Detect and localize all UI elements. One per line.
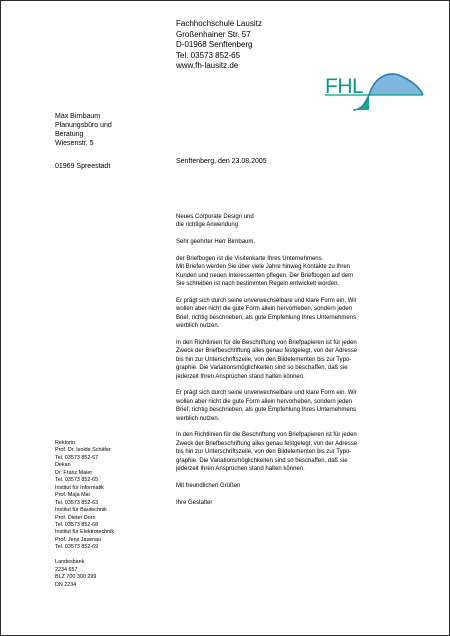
paragraph — [176, 339, 416, 381]
paragraph-line: bis hin zur Unterschriftszeile, von den Bildelementen bis zur Typo- — [176, 356, 352, 363]
paragraph-line: graphie. Die Variationsmöglichkeiten sind so beschaffen, daß sie — [176, 457, 348, 464]
recipient-line: Planungsbüro und — [55, 122, 112, 129]
paragraph — [176, 389, 416, 423]
sender-line: Großenhainer Str. 57 — [176, 29, 251, 39]
letter-body — [176, 213, 416, 515]
sender-address — [176, 19, 262, 72]
paragraph-line: Kunden und neuen Interessenten pflegen. Der Briefbogen auf dem — [176, 272, 354, 279]
footer-line: Tel. 03573 852-67 — [55, 454, 99, 461]
footer-line: Prof. Dieter Dorn — [55, 514, 96, 521]
footer-line: Prof. Maja Mai — [55, 492, 90, 499]
sender-line: Tel. 03573 852-65 — [176, 50, 241, 60]
paragraph-line: Zweck der Briefbeschriftung alles genau festgelegt, von der Adresse — [176, 348, 358, 355]
paragraph — [176, 297, 416, 331]
paragraph — [176, 255, 416, 289]
paragraph-line: jederzeit Ihren Ansprüchen stand halten können. — [176, 373, 305, 380]
recipient-line: Max Birnbaum — [55, 113, 101, 120]
footer-line: Institut für Elektrotechnik — [55, 529, 115, 536]
footer-line: Rektorin — [55, 440, 76, 446]
sender-line: D-01968 Senftenberg — [176, 40, 253, 49]
paragraph — [176, 431, 416, 473]
footer-line: Institut für Bautechnik — [55, 507, 107, 514]
footer-line: Prof. Jens Jasenau — [55, 536, 102, 543]
subject-line: die richtige Anwendung — [176, 222, 239, 229]
subject-line: Neues Corporate Design und — [176, 214, 254, 220]
paragraph-line: Er prägt sich durch seine unverwechselbare und klare Form ein. Wir — [176, 298, 357, 305]
footer-line: Tel. 03573 852-65 — [55, 477, 99, 484]
paragraph-line: Mit Briefen werden Sie über viele Jahre hinweg Kontakte zu Ihren — [176, 264, 351, 271]
paragraph-line: der Briefbogen ist die Visitenkarte Ihres Unternehmens. — [176, 256, 324, 262]
recipient-city: 01969 Spreestadt — [55, 163, 111, 170]
paragraph-line: wollen aber nicht die gute Form allein hervorheben, sondern jeden — [176, 398, 353, 405]
footer-line: Dekan — [55, 462, 71, 469]
recipient-line: Beratung — [55, 131, 84, 138]
letter-closing — [176, 482, 416, 490]
paragraph-line: werblich nutzen. — [176, 323, 220, 330]
footer-gap — [55, 552, 114, 559]
footer-line: Tel. 03573 852-63 — [55, 499, 99, 506]
closing-text: Mit freundlichen Grüßen — [176, 482, 241, 489]
bank-line: Landesbank — [55, 559, 85, 566]
logo-text: FHL — [325, 75, 364, 98]
paragraph-line: Sie schreiben ist nach bestimmten Regeln entwickelt worden. — [176, 281, 340, 288]
salutation-text: Sehr geehrter Herr Birnbaum, — [176, 239, 256, 246]
paragraph-line: werblich nutzen. — [176, 415, 220, 422]
paragraph-line: graphie. Die Variationsmöglichkeiten sind so beschaffen, daß sie — [176, 365, 348, 372]
paragraph-line: Zweck der Briefbeschriftung alles genau festgelegt, von der Adresse — [176, 440, 358, 447]
paragraph-line: bis hin zur Unterschriftszeile, von den Bildelementen bis zur Typo- — [176, 449, 352, 456]
letter-subject — [176, 213, 416, 230]
paragraph-line: In den Richtlinien für die Beschriftung von Briefpapieren ist für jeden — [176, 432, 357, 439]
fhl-logo — [323, 72, 425, 118]
sender-website: www.fh-lausitz.de — [176, 61, 239, 70]
recipient-line: Wiesenstr. 5 — [55, 140, 94, 147]
recipient-address — [55, 112, 112, 171]
paragraph-line: Brief, richtig beschrieben, als gute Empfehlung Ihres Unternehmens — [176, 314, 357, 321]
footer-line: Prof. Dr. Isolde Schäfer — [55, 447, 111, 454]
letter-signature — [176, 499, 416, 507]
footer-line: Tel. 03573 852-69 — [55, 544, 99, 551]
bank-line: BLZ 700 300 299 — [55, 574, 97, 581]
paragraph-line: wollen aber nicht die gute Form allein hervorheben, sondern jeden — [176, 306, 353, 313]
footer-contacts — [55, 440, 114, 589]
paragraph-line: In den Richtlinien für die Beschriftung von Briefpapieren ist für jeden — [176, 340, 357, 347]
letter-salutation — [176, 238, 416, 246]
bank-line: 2234 657 — [55, 566, 78, 573]
letter-date: Senftenberg, den 23.08.2005 — [176, 158, 267, 165]
paragraph-line: Brief, richtig beschrieben, als gute Empfehlung Ihres Unternehmens — [176, 407, 357, 414]
footer-line: Tel. 03573 852-68 — [55, 521, 99, 528]
footer-line: Institut für Informatik — [55, 484, 104, 491]
sender-line: Fachhochschule Lausitz — [176, 19, 262, 28]
footer-line: Dr. Franz Maier — [55, 469, 93, 476]
signature-text: Ihre Gestalter — [176, 499, 213, 506]
paragraph-line: jederzeit Ihren Ansprüchen stand halten können. — [176, 466, 305, 473]
paragraph-line: Er prägt sich durch seine unverwechselbare und klare Form ein. Wir — [176, 390, 357, 397]
bank-line: DN 2234 — [55, 581, 77, 588]
